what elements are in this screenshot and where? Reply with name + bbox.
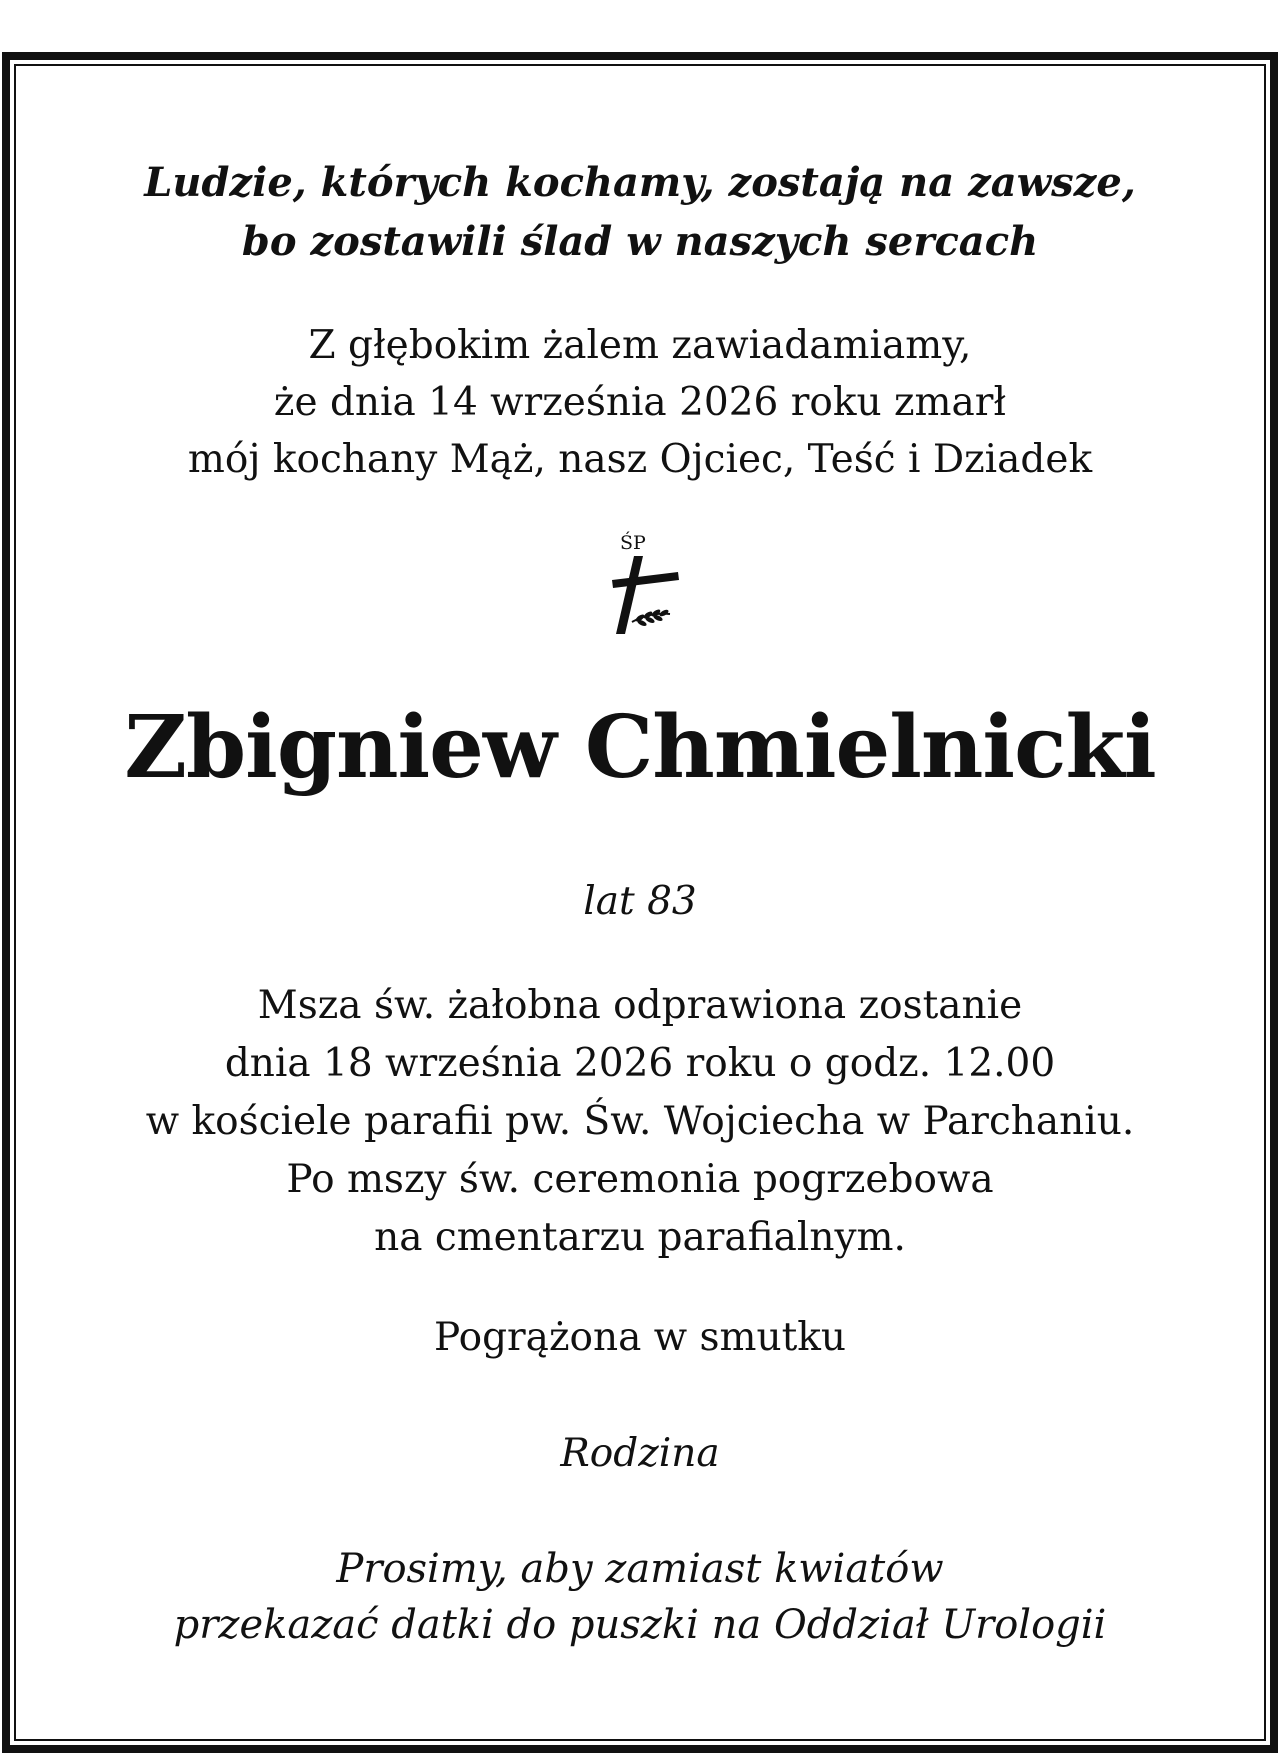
- mass-info-line: Msza św. żałobna odprawiona zostanie: [257, 983, 1023, 1028]
- mourners-line: Pogrążona w smutku: [433, 1315, 847, 1360]
- motto-line: Ludzie, których kochamy, zostają na zawsze,: [144, 159, 1136, 206]
- memorial-symbol: [604, 532, 684, 642]
- mass-info-line: dnia 18 września 2026 roku o godz. 12.00: [224, 1041, 1056, 1086]
- donation-request-line: przekazać datki do puszki na Oddział Urologii: [173, 1602, 1107, 1648]
- mass-info-line: w kościele parafii pw. Św. Wojciecha w Parchaniu.: [145, 1099, 1135, 1144]
- motto: [0, 153, 1280, 271]
- motto-line: bo zostawili ślad w naszych sercach: [241, 218, 1039, 265]
- memorial-abbreviation: ŚP: [620, 532, 646, 554]
- deceased-name: Zbigniew Chmielnicki: [124, 697, 1156, 798]
- family-signature: Rodzina: [560, 1431, 720, 1476]
- cross-with-leaves-icon: [604, 552, 684, 642]
- mass-info-line: na cmentarzu parafialnym.: [374, 1215, 906, 1260]
- announcement: [0, 317, 1280, 488]
- announcement-line: że dnia 14 września 2026 roku zmarł: [273, 380, 1007, 425]
- mass-info-line: Po mszy św. ceremonia pogrzebowa: [286, 1157, 994, 1202]
- donation-request-line: Prosimy, aby zamiast kwiatów: [336, 1546, 944, 1592]
- mass-info: [0, 977, 1280, 1267]
- announcement-line: mój kochany Mąż, nasz Ojciec, Teść i Dziadek: [187, 437, 1093, 482]
- donation-request: [0, 1541, 1280, 1653]
- announcement-line: Z głębokim żalem zawiadamiamy,: [308, 323, 972, 368]
- deceased-age: lat 83: [583, 879, 697, 924]
